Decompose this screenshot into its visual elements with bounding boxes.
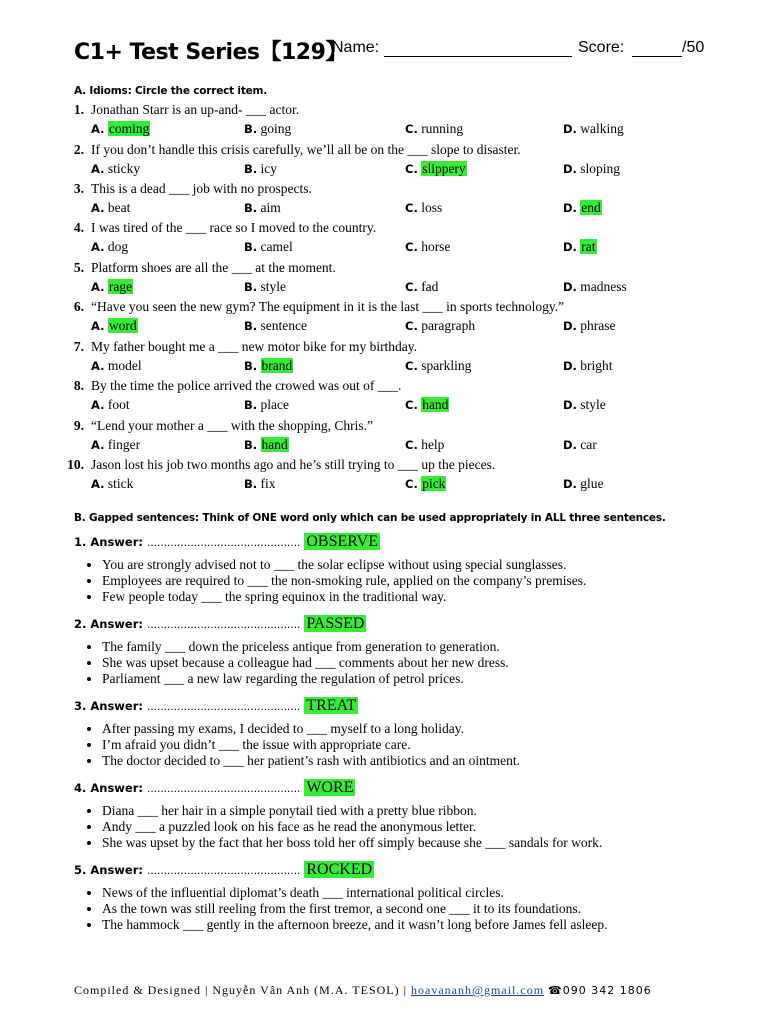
option-b[interactable] [244,159,277,179]
question-number: 8. [73,378,84,393]
score-label: Score: [578,39,625,56]
option-letter: B. [244,280,258,294]
question-6 [64,297,744,336]
option-letter: D. [563,398,577,412]
question-text: Jonathan Starr is an up-and- ___ actor. [91,102,300,117]
option-d[interactable] [563,237,597,257]
option-text: icy [260,161,278,176]
sentence: • The family ___ down the priceless antique from generation to generation. [102,639,724,655]
option-text: madness [580,279,627,294]
answer-word[interactable]: OBSERVE [306,533,378,550]
option-letter: C. [405,398,418,412]
sentence: • She was upset by the fact that her boss told her off simply because she ___ sandals for work. [102,835,724,851]
name-label: Name: [332,39,380,56]
answer-dots: .............................................. [147,535,301,549]
option-b[interactable] [244,356,293,376]
answer-word[interactable]: TREAT [306,697,357,714]
option-text: brand [261,358,293,373]
question-number: 7. [73,339,84,354]
question-number: 9. [73,418,84,433]
option-letter: D. [563,201,577,215]
answer-word[interactable]: PASSED [306,615,365,632]
option-text: coming [108,121,150,136]
option-letter: D. [563,477,577,491]
sentence: • Employees are required to ___ the non-smoking rule, applied on the company’s premises. [102,573,724,589]
sentence: • Parliament ___ a new law regarding the regulation of petrol prices. [102,671,724,687]
answer-dots: .............................................. [147,781,301,795]
option-letter: C. [405,240,418,254]
question-4 [64,218,744,257]
sentence: • Diana ___ her hair in a simple ponytail tied with a pretty blue ribbon. [102,803,724,819]
answer-block-1 [74,531,724,605]
option-text: style [580,397,606,412]
option-c[interactable] [405,474,446,494]
question-text: Jason lost his job two months ago and he’s still trying to ___ up the pieces. [91,457,496,472]
option-letter: B. [244,359,258,373]
option-letter: C. [405,122,418,136]
answer-label: 2. Answer: [74,617,143,631]
answer-word[interactable]: WORE [306,779,354,796]
option-b[interactable] [244,395,289,415]
option-letter: D. [563,280,577,294]
question-2 [64,140,744,179]
option-letter: B. [244,240,258,254]
option-letter: A. [91,477,105,491]
sentence: • She was upset because a colleague had ___ comments about her new dress. [102,655,724,671]
section-a-heading: A. Idioms: Circle the correct item. [74,85,268,97]
sentence: • The hammock ___ gently in the afternoon breeze, and it wasn’t long before James fell asleep. [102,917,724,933]
answer-dots: .............................................. [147,863,301,877]
option-c[interactable] [405,435,444,455]
option-c[interactable] [405,119,463,139]
worksheet-header [74,35,724,67]
question-number: 4. [73,220,84,235]
option-letter: A. [91,201,105,215]
option-text: sparkling [421,358,472,373]
option-text: camel [260,239,293,254]
option-b[interactable] [244,277,286,297]
option-d[interactable] [563,198,602,218]
question-8 [64,376,744,415]
answer-block-3 [74,695,724,769]
option-text: phrase [580,318,616,333]
option-letter: B. [244,438,258,452]
option-text: paragraph [421,318,476,333]
option-d[interactable] [563,316,616,336]
option-a[interactable] [91,277,133,297]
option-letter: C. [405,280,418,294]
question-10 [64,455,744,494]
question-number: 3. [73,181,84,196]
option-text: going [260,121,292,136]
sentence: • You are strongly advised not to ___ the solar eclipse without using special sunglasses. [102,557,724,573]
sentence: • After passing my exams, I decided to ___ myself to a long holiday. [102,721,724,737]
sentence: • I’m afraid you didn’t ___ the issue with appropriate care. [102,737,724,753]
option-text: running [421,121,464,136]
option-text: word [108,318,137,333]
option-text: style [260,279,287,294]
option-text: aim [260,200,281,215]
option-letter: C. [405,477,418,491]
answer-block-4 [74,777,724,851]
option-letter: C. [405,162,418,176]
option-text: walking [580,121,624,136]
answer-label: 1. Answer: [74,535,143,549]
sentence: • Few people today ___ the spring equinox in the traditional way. [102,589,724,605]
question-text: If you don’t handle this crisis carefully, we’ll all be on the ___ slope to disaster. [91,142,521,157]
option-d[interactable] [563,435,597,455]
answer-dots: .............................................. [147,617,301,631]
option-a[interactable] [91,159,140,179]
worksheet-title: C1+ Test Series【129】 [74,40,347,65]
option-letter: A. [91,359,105,373]
option-text: dog [107,239,129,254]
option-text: sloping [580,161,621,176]
option-text: beat [107,200,131,215]
option-c[interactable] [405,395,449,415]
question-text: By the time the police arrived the crowed was out of ___. [91,378,402,393]
option-letter: C. [405,438,418,452]
option-letter: A. [91,438,105,452]
option-text: car [580,437,597,452]
question-text: This is a dead ___ job with no prospects. [91,181,312,196]
option-a[interactable] [91,316,138,336]
question-number: 5. [73,260,84,275]
option-text: hand [261,437,288,452]
question-text: My father bought me a ___ new motor bike for my birthday. [91,339,418,354]
option-letter: A. [91,398,105,412]
question-7 [64,337,744,376]
option-b[interactable] [244,198,281,218]
option-letter: B. [244,477,258,491]
option-a[interactable] [91,198,130,218]
option-letter: D. [563,162,577,176]
option-text: slippery [422,161,466,176]
option-text: end [581,200,601,215]
question-text: “Have you seen the new gym? The equipment in it is the last ___ in sports technology.” [91,299,565,314]
option-d[interactable] [563,395,606,415]
sentence-list [74,885,724,933]
option-text: pick [422,476,446,491]
option-letter: C. [405,359,418,373]
option-letter: D. [563,438,577,452]
option-b[interactable] [244,474,276,494]
option-text: sentence [260,318,307,333]
answer-word[interactable]: ROCKED [306,861,373,878]
option-letter: B. [244,201,258,215]
option-letter: B. [244,162,258,176]
option-d[interactable] [563,474,604,494]
option-letter: A. [91,319,105,333]
option-text: fad [421,279,439,294]
option-text: help [421,437,445,452]
name-field[interactable] [384,56,572,57]
question-number: 2. [73,142,84,157]
option-letter: A. [91,280,105,294]
option-d[interactable] [563,356,613,376]
option-letter: A. [91,122,105,136]
section-b-heading: B. Gapped sentences: Think of ONE word only which can be used appropriately in ALL three sentences. [74,512,666,524]
option-text: finger [107,437,141,452]
option-d[interactable] [563,159,620,179]
option-b[interactable] [244,119,291,139]
page-footer [74,983,724,998]
option-text: sticky [107,161,141,176]
question-number: 1. [73,102,84,117]
question-text: I was tired of the ___ race so I moved to the country. [91,220,377,235]
option-letter: B. [244,319,258,333]
question-9 [64,416,744,455]
score-total: /50 [682,39,705,56]
option-letter: D. [563,359,577,373]
option-text: model [107,358,142,373]
option-letter: A. [91,162,105,176]
answer-label: 3. Answer: [74,699,143,713]
option-text: rage [108,279,133,294]
answer-block-2 [74,613,724,687]
option-b[interactable] [244,316,307,336]
question-number: 10. [67,457,84,472]
option-b[interactable] [244,435,289,455]
option-text: hand [422,397,449,412]
sentence: • News of the influential diplomat’s death ___ international political circles. [102,885,724,901]
option-c[interactable] [405,198,442,218]
option-text: horse [421,239,451,254]
answer-dots: .............................................. [147,699,301,713]
option-letter: A. [91,240,105,254]
option-a[interactable] [91,395,130,415]
option-a[interactable] [91,119,150,139]
option-letter: C. [405,201,418,215]
option-letter: D. [563,319,577,333]
option-text: rat [581,239,596,254]
option-text: foot [107,397,130,412]
question-3 [64,179,744,218]
question-text: “Lend your mother a ___ with the shopping, Chris.” [91,418,373,433]
sentence: • The doctor decided to ___ her patient’s rash with antibiotics and an ointment. [102,753,724,769]
question-number: 6. [73,299,84,314]
question-1 [64,100,744,139]
option-c[interactable] [405,356,471,376]
option-letter: B. [244,122,258,136]
option-a[interactable] [91,474,133,494]
sentence-list [74,639,724,687]
option-text: bright [580,358,613,373]
option-text: stick [107,476,134,491]
sentence-list [74,557,724,605]
sentence-list [74,803,724,851]
option-c[interactable] [405,237,450,257]
option-letter: D. [563,122,577,136]
option-letter: C. [405,319,418,333]
option-text: loss [421,200,443,215]
option-text: fix [260,476,276,491]
option-letter: D. [563,240,577,254]
sentence-list [74,721,724,769]
question-text: Platform shoes are all the ___ at the moment. [91,260,336,275]
phone-number: ☎090 342 1806 [548,984,652,997]
option-c[interactable] [405,159,467,179]
option-a[interactable] [91,356,142,376]
option-c[interactable] [405,277,438,297]
option-b[interactable] [244,237,293,257]
sentence: • As the town was still reeling from the first tremor, a second one ___ it to its foundations. [102,901,724,917]
answer-label: 5. Answer: [74,863,143,877]
option-letter: B. [244,398,258,412]
sentence: • Andy ___ a puzzled look on his face as he read the anonymous letter. [102,819,724,835]
score-field[interactable] [632,56,682,57]
option-a[interactable] [91,435,140,455]
option-a[interactable] [91,237,128,257]
option-d[interactable] [563,277,627,297]
question-5 [64,258,744,297]
compiled-credit: Compiled & Designed | Nguyễn Vân Anh (M.A. TESOL) | [74,983,408,997]
email-link[interactable]: hoavananh@gmail.com [411,983,545,997]
option-c[interactable] [405,316,475,336]
answer-label: 4. Answer: [74,781,143,795]
answer-block-5 [74,859,724,933]
option-text: glue [580,476,604,491]
option-d[interactable] [563,119,624,139]
option-text: place [260,397,289,412]
